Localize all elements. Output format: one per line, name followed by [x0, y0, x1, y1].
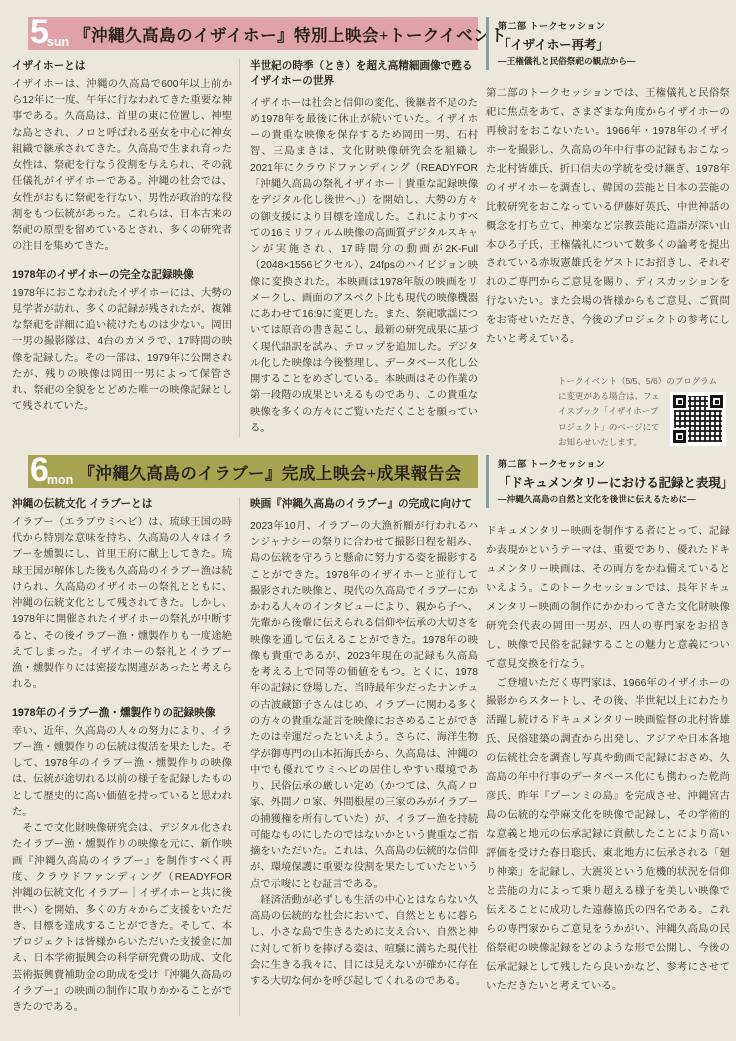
column-middle [239, 497, 478, 1016]
qr-note-row [558, 389, 730, 450]
column-heading: 沖縄の伝統文化 イラブーとは [12, 498, 153, 510]
talk-session-documentary [486, 455, 733, 1016]
paragraph: 第二部のトークセッションでは、王権儀礼と民俗祭祀に焦点をあて、さまざまな角度からイザイホーの再検討をおこないたい。1966年・1978年のイザイホーを撮影し、久高島の年中行事の記録もおこなった北村皆雄氏、折口信夫の学統を受け継ぎ、1978年のイザイホーを調査し、韓国の芸能と日本の芸能の比較研究をおこなっている伊藤好英氏、中世神話の概念を打ち立て、神楽など宗教芸能に造詣が深い山本ひろ子氏、王権儀礼について数多くの論考を提出されている赤坂憲雄氏をゲストにお招きし、それぞれのご専門からご意見を賜り、ディスカッションを行ないたい。また会場の皆様からもご意見、ご質問をお寄せいただき、今後のプロジェクトの参考にしたいと考えている。 [486, 88, 730, 346]
section-irabu [0, 441, 736, 1016]
paragraph: 経済活動が必ずしも生活の中心とはならない久高島の伝統的な社会において、自然とともに暮らし、小さな島で生きるために支え合い、自然と神に対して祈りを捧げる姿は、喧騒に満ちた現代社会に生きる我々に、目には見えないが確かに存在する大切な何かを呼び起してくれるのである。 [250, 894, 478, 988]
column-heading: 半世紀の時季（とき）を超え高精細画像で甦るイザイホーの世界 [250, 60, 473, 87]
column-left [12, 497, 243, 1016]
qr-note-text: トークイベント（5/5、5/6）のプログラム [558, 376, 718, 387]
column-middle [239, 59, 478, 437]
paragraph: ドキュメンタリー映画を制作する者にとって、記録か表現かというテーマは、重要であり、優れたドキュメンタリー映画は、その両方をかね備えているといえよう。このトークセッションでは、長年ドキュメンタリー映画の制作にかかわってきた文化財映像研究会代表の岡田一男が、四人の専門家をお招きし、映像で民俗を記録することの魅力と意義について意見交換を行なう。 [486, 526, 730, 670]
paragraph: 幸い、近年、久高島の人々の努力により、イラブー漁・燻製作りの伝統は復活を果たした。そして、1978年のイラブー漁・燻製作りの映像は、伝統が途切れる以前の様子を記録したものとして歴史的に高い価値を持っていると思われた。 [12, 725, 232, 818]
talk-session-title: 「ドキュメンタリーにおける記録と表現」 [498, 476, 733, 490]
qr-finder-icon [710, 395, 723, 408]
columns [12, 497, 478, 1016]
talk-session-label: 第二部 トークセッション [498, 459, 606, 469]
talk-session-label: 第二部 トークセッション [498, 21, 606, 31]
section-title: 『沖縄久高島のイザイホー』特別上映会+トークイベント [74, 25, 508, 45]
paragraph: そこで文化財映像研究会は、デジタル化されたイラブー漁・燻製作りの映像を元に、新作映画『沖縄久高島のイラブー』を制作すべく再度、クラウドファンディング（READYFOR 沖縄の伝統文化 イラブー｜イザイホーと共に後世へ）を開始、多くの方々からご支援をいただき、目標を達成することができた。そして、本プロジェクトは皆様からいただいた支援金に加え、日本学術振興会の科学研究費の助成、文化芸術振興費補助金の助成を受け『沖縄久高島のイラブー』の映画の制作に取りかかることができたのである。 [12, 823, 243, 1014]
section-header-irabu [28, 451, 478, 490]
paragraph: ご登壇いただく専門家は、1966年のイザイホーの撮影からスタートし、その後、半世紀以上にわたり活躍し続けるドキュメンタリー映画監督の北村皆雄氏、民俗建築の調査から出発し、アジアや日本各地の伝統社会を調査し写真や動画で記録におさめ、久高島の年中行事のデータベース化にも携わった乾尚彦氏、昨年『プーンミの島』を完成させ、沖縄宮古島の伝統的な苧麻文化を映像で記録し、その学術的な意義と地元の伝承記録に貢献したことにより高い評価を受けた春日聡氏、東北地方に伝承される「廻り神楽」を記録し、大震災という危機的状況を信仰と芸能の力によって乗り超える様子を美しい映像で伝えることに成功した遠藤協氏の四名である。これらの専門家からご意見をうかがい、沖縄久高島の民俗祭祀の映像記録をどのような形で公開し、今後の伝承記録として残したら良いかなど、参考にさせていただきたいと考えている。 [486, 677, 730, 992]
talk-session-izaiho [486, 17, 730, 447]
column-heading: 1978年のイラブー漁・燻製作りの記録映像 [12, 706, 216, 719]
columns [12, 59, 478, 437]
qr-finder-icon [673, 430, 686, 443]
paragraph: イザイホーは社会と信仰の変化、後継者不足のため1978年を最後に休止が続いていた。イザイホーの貴重な映像を保存するため岡田一男、石村智、三島まきは、文化財映像研究会を組織し2021年にクラウドファンディング（READYFOR「沖縄久高島の祭礼イザイホー｜貴重な記録映像をデジタル化し後世へ」）を開始し、大勢の方々の御支援により目標を達成した。これによりすべての16ミリフィルム映像の高画質デジタルスキャンが実施され、17時間分の動画が2K-Full（2048×1556ピクセル）、24fpsのハイビジョン映像に変換された。本映画は1978年版の映画をリメークし、画面のアスペクト比も現代の映像機器にあわせて16:9に変更した。また、祭祀歌謡については原音の書き起こし、最新の研究成果に基づく現代語訳を試み、テロップを追加した。デジタル化した映像は今後整理し、データベース化し公開することをめざしている。本映画はその作業の第一段階の成果といえるものであり、この貴重な映像を多くの方々にご覧いただくことを願っている。 [250, 97, 478, 434]
day-number: 6 [30, 451, 48, 490]
column-heading: イザイホーとは [12, 60, 86, 72]
qr-finder-icon [673, 395, 686, 408]
column-heading: 1978年のイザイホーの完全な記録映像 [12, 268, 194, 281]
section-irabu-main [12, 451, 478, 1016]
talk-session-header [486, 17, 730, 70]
talk-session-subtitle: ―王権儀礼と民俗祭祀の観点から― [498, 56, 636, 66]
section-title: 『沖縄久高島のイラブー』完成上映会+成果報告会 [78, 463, 462, 483]
section-izaiho-main [12, 13, 508, 441]
day-abbr: mon [46, 472, 74, 487]
paragraph: イザイホーは、沖縄の久高島で600年以上前から12年に一度、午年に行なわれてきた重要な神事である。久高島は、首里の東に位置し、神聖な島とされ、ノロと呼ばれる巫女を中心に神女組織で継承されてきた。久高島で生まれ育った女性は、祭祀を行なう役割を与えられ、その就任儀礼がイザイホーである。沖縄の社会では、女性がおもに祭祀を行ない、男性が政治的な役割をもつ伝統があった。これらは、日本古来の祭祀の原型を留めているとされ、多くの研究者の注目を集めてきた。 [12, 78, 232, 253]
column-left [12, 59, 239, 437]
date-badge [30, 451, 74, 490]
section-izaiho [0, 0, 736, 447]
section-header-izaiho [28, 13, 508, 52]
paragraph: 2023年10月、イラブーの大漁祈願が行われるハンジャナシーの祭りに合わせて撮影日程を組み、島の伝統を守ろうと懸命に努力する姿を撮影することができた。1978年のイザイホーと並行して撮影された映像と、現代の久高島でイラブーにかかわる人々のインタビューにより、親から子へ、先輩から後輩に伝えられる信仰や伝承の大切さを映像を通して伝えることができた。1978年の映像も貴重であるが、2023年現在の記録も久高島を考える上で同等の価値をもつ。とくに、1978年の記録に登場した、当時最年少だったナンチュの古波蔵節子さんはじめ、イラブーに関わる多くの方々の貴重な証言を映像におさめることができたのは幸運だったといえよう。さらに、海洋生物学が御専門の山本拓海氏から、久高島は、沖縄の中でも優れてウミヘビの居住しやすい環境であり、民俗伝承の厳しい定め（かつては、久高ノロ家、外間ノロ家、外間根屋の三家のみがイラブーの捕獲権を所有していた）が、イラブー漁を持続可能なものにしたのではないかという貴重なご指摘をいただいた。これは、久高島の伝統的な信仰が、環境保護に重要な役割を果たしていたという点で示唆にとむ証言である。 [250, 520, 478, 890]
column-heading: 映画『沖縄久高島のイラブー』の完成に向けて [250, 498, 473, 510]
day-abbr: sun [46, 34, 70, 49]
date-badge [30, 13, 70, 52]
paragraph: 1978年におこなわれたイザイホーには、大勢の見学者が訪れ、多くの記録が残されたが、複雑な祭祀を詳細に追い続けたものは少ない。岡田一男の撮影隊は、4台のカメラで、17時間の映像を記録した。その一部は、1979年に公開されたが、残りの映像は岡田一男によって保管され、祭祀の全貌をとどめた唯一の映像記録として残されていた。 [12, 287, 232, 413]
talk-session-subtitle: ―沖縄久高島の自然と文化を後世に伝えるために― [498, 494, 696, 504]
day-number: 5 [30, 13, 48, 52]
qr-code [670, 392, 726, 446]
talk-session-header [486, 455, 733, 508]
qr-note [558, 374, 730, 450]
talk-session-title: 「イザイホー再考」 [498, 38, 609, 52]
qr-note-text: に変更がある場合は、フェイスブック「イザイホープロジェクト」のページにてお知らせいたします。 [558, 391, 660, 447]
paragraph: イラブー（エラブウミヘビ）は、琉球王国の時代から特別な意味を持ち、久高島の人々はイラブーを燻製にし、首里王府に献上してきた。琉球王国が解体した後も久高島のイラブー漁は続けられ、久高島のイザイホーの祭礼とともに、沖縄の伝統文化として残されてきた。しかし、1978年に開催されたイザイホーの祭礼が中断すると、その後イラブー漁・燻製作りも一度途絶えてしまった。イザイホーの祭礼とイラブー漁・燻製作りには密接な関連があったと考えられる。 [12, 516, 232, 691]
